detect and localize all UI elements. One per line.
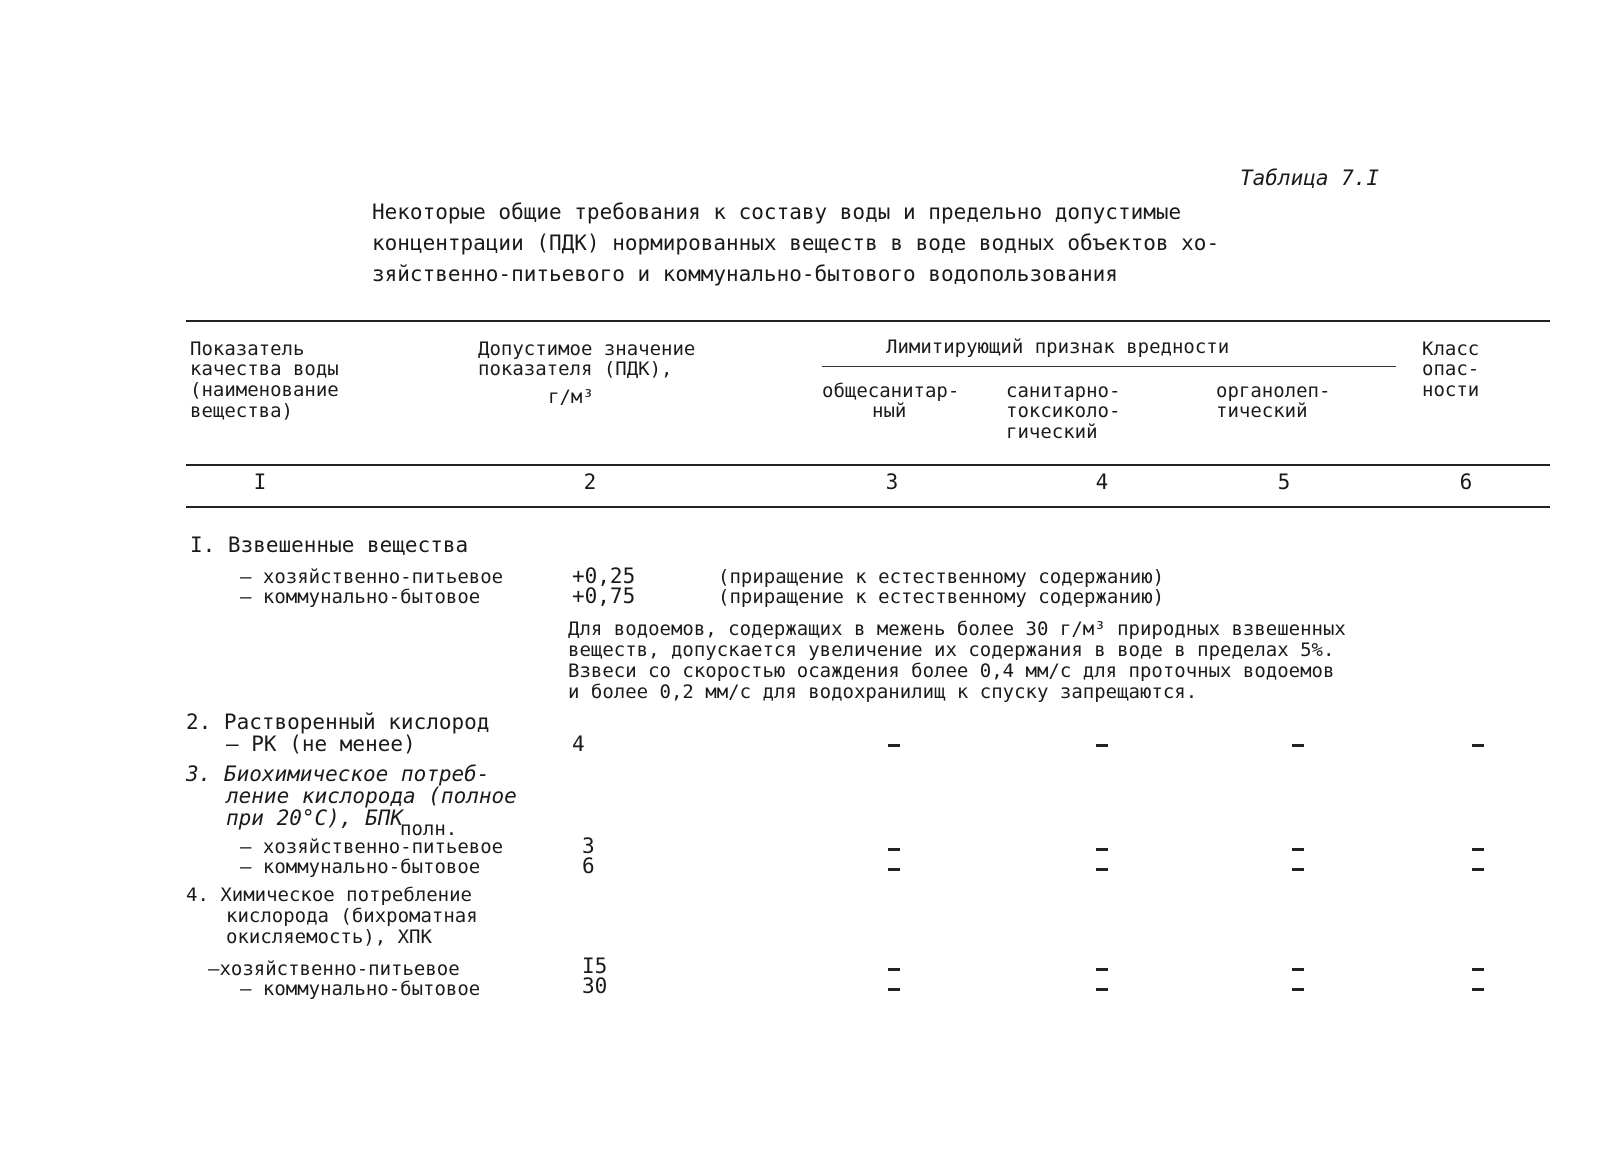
col-number-6: 6 <box>1459 470 1473 494</box>
s4-r1-dash-col3 <box>888 968 900 971</box>
s3-row-2-name: – коммунально-бытовое <box>240 856 481 878</box>
title-line-2: концентрации (ПДК) нормированных веществ в воде водных объектов хо- <box>372 231 1220 255</box>
s2-dash-col4 <box>1096 744 1108 747</box>
s4-r2-dash-col6 <box>1472 988 1484 991</box>
s1-row-1-name: – хозяйственно-питьевое <box>240 566 504 588</box>
section-2-title: 2. Растворенный кислород <box>186 710 490 734</box>
s4-r1-dash-col5 <box>1292 968 1304 971</box>
col-number-4: 4 <box>1095 470 1109 494</box>
col-number-1: I <box>253 470 267 494</box>
header-top-rule <box>186 320 1550 322</box>
group-rule <box>822 366 1396 367</box>
s1-row-1-note: (приращение к естественному содержанию) <box>718 566 1165 588</box>
s1-row-2-name: – коммунально-бытовое <box>240 586 481 608</box>
s1-row-2-note: (приращение к естественному содержанию) <box>718 586 1165 608</box>
s3-r1-dash-col3 <box>888 848 900 851</box>
s3-r1-dash-col5 <box>1292 848 1304 851</box>
s4-r1-dash-col6 <box>1472 968 1484 971</box>
s2-value: 4 <box>572 732 585 756</box>
s3-subscript: полн. <box>400 818 458 840</box>
s2-dash-col3 <box>888 744 900 747</box>
s4-r1-dash-col4 <box>1096 968 1108 971</box>
title-line-1: Некоторые общие требования к составу воды и предельно допустимые <box>372 200 1182 224</box>
s4-row-1-value: I5 <box>582 954 608 978</box>
section-1-title: I. Взвешенные вещества <box>190 533 469 557</box>
s3-r2-dash-col3 <box>888 868 900 871</box>
s3-r2-dash-col6 <box>1472 868 1484 871</box>
s3-row-2-value: 6 <box>582 854 595 878</box>
s4-r2-dash-col5 <box>1292 988 1304 991</box>
header-bottom-rule <box>186 464 1550 466</box>
s3-r2-dash-col5 <box>1292 868 1304 871</box>
s1-row-1-value: +0,25 <box>572 564 636 588</box>
s4-r2-dash-col4 <box>1096 988 1108 991</box>
col-number-2: 2 <box>583 470 597 494</box>
s2-dash-col6 <box>1472 744 1484 747</box>
col-number-5: 5 <box>1277 470 1291 494</box>
s1-row-2-value: +0,75 <box>572 584 636 608</box>
s3-r1-dash-col6 <box>1472 848 1484 851</box>
s4-row-2-value: 30 <box>582 974 608 998</box>
title-line-3: зяйственно-питьевого и коммунально-бытового водопользования <box>372 262 1118 286</box>
numbers-bottom-rule <box>186 506 1550 508</box>
s4-row-2-name: – коммунально-бытовое <box>240 978 481 1000</box>
s3-row-1-name: – хозяйственно-питьевое <box>240 836 504 858</box>
s2-dash-col5 <box>1292 744 1304 747</box>
s3-row-1-value: 3 <box>582 834 595 858</box>
s3-r2-dash-col4 <box>1096 868 1108 871</box>
s4-row-1-name: –хозяйственно-питьевое <box>208 958 460 980</box>
table-label: Таблица 7.I <box>1240 166 1380 190</box>
s4-r2-dash-col3 <box>888 988 900 991</box>
col-number-3: 3 <box>885 470 899 494</box>
s3-r1-dash-col4 <box>1096 848 1108 851</box>
s2-sub: – РК (не менее) <box>226 732 416 756</box>
header-group: Лимитирующий признак вредности <box>886 336 1230 358</box>
